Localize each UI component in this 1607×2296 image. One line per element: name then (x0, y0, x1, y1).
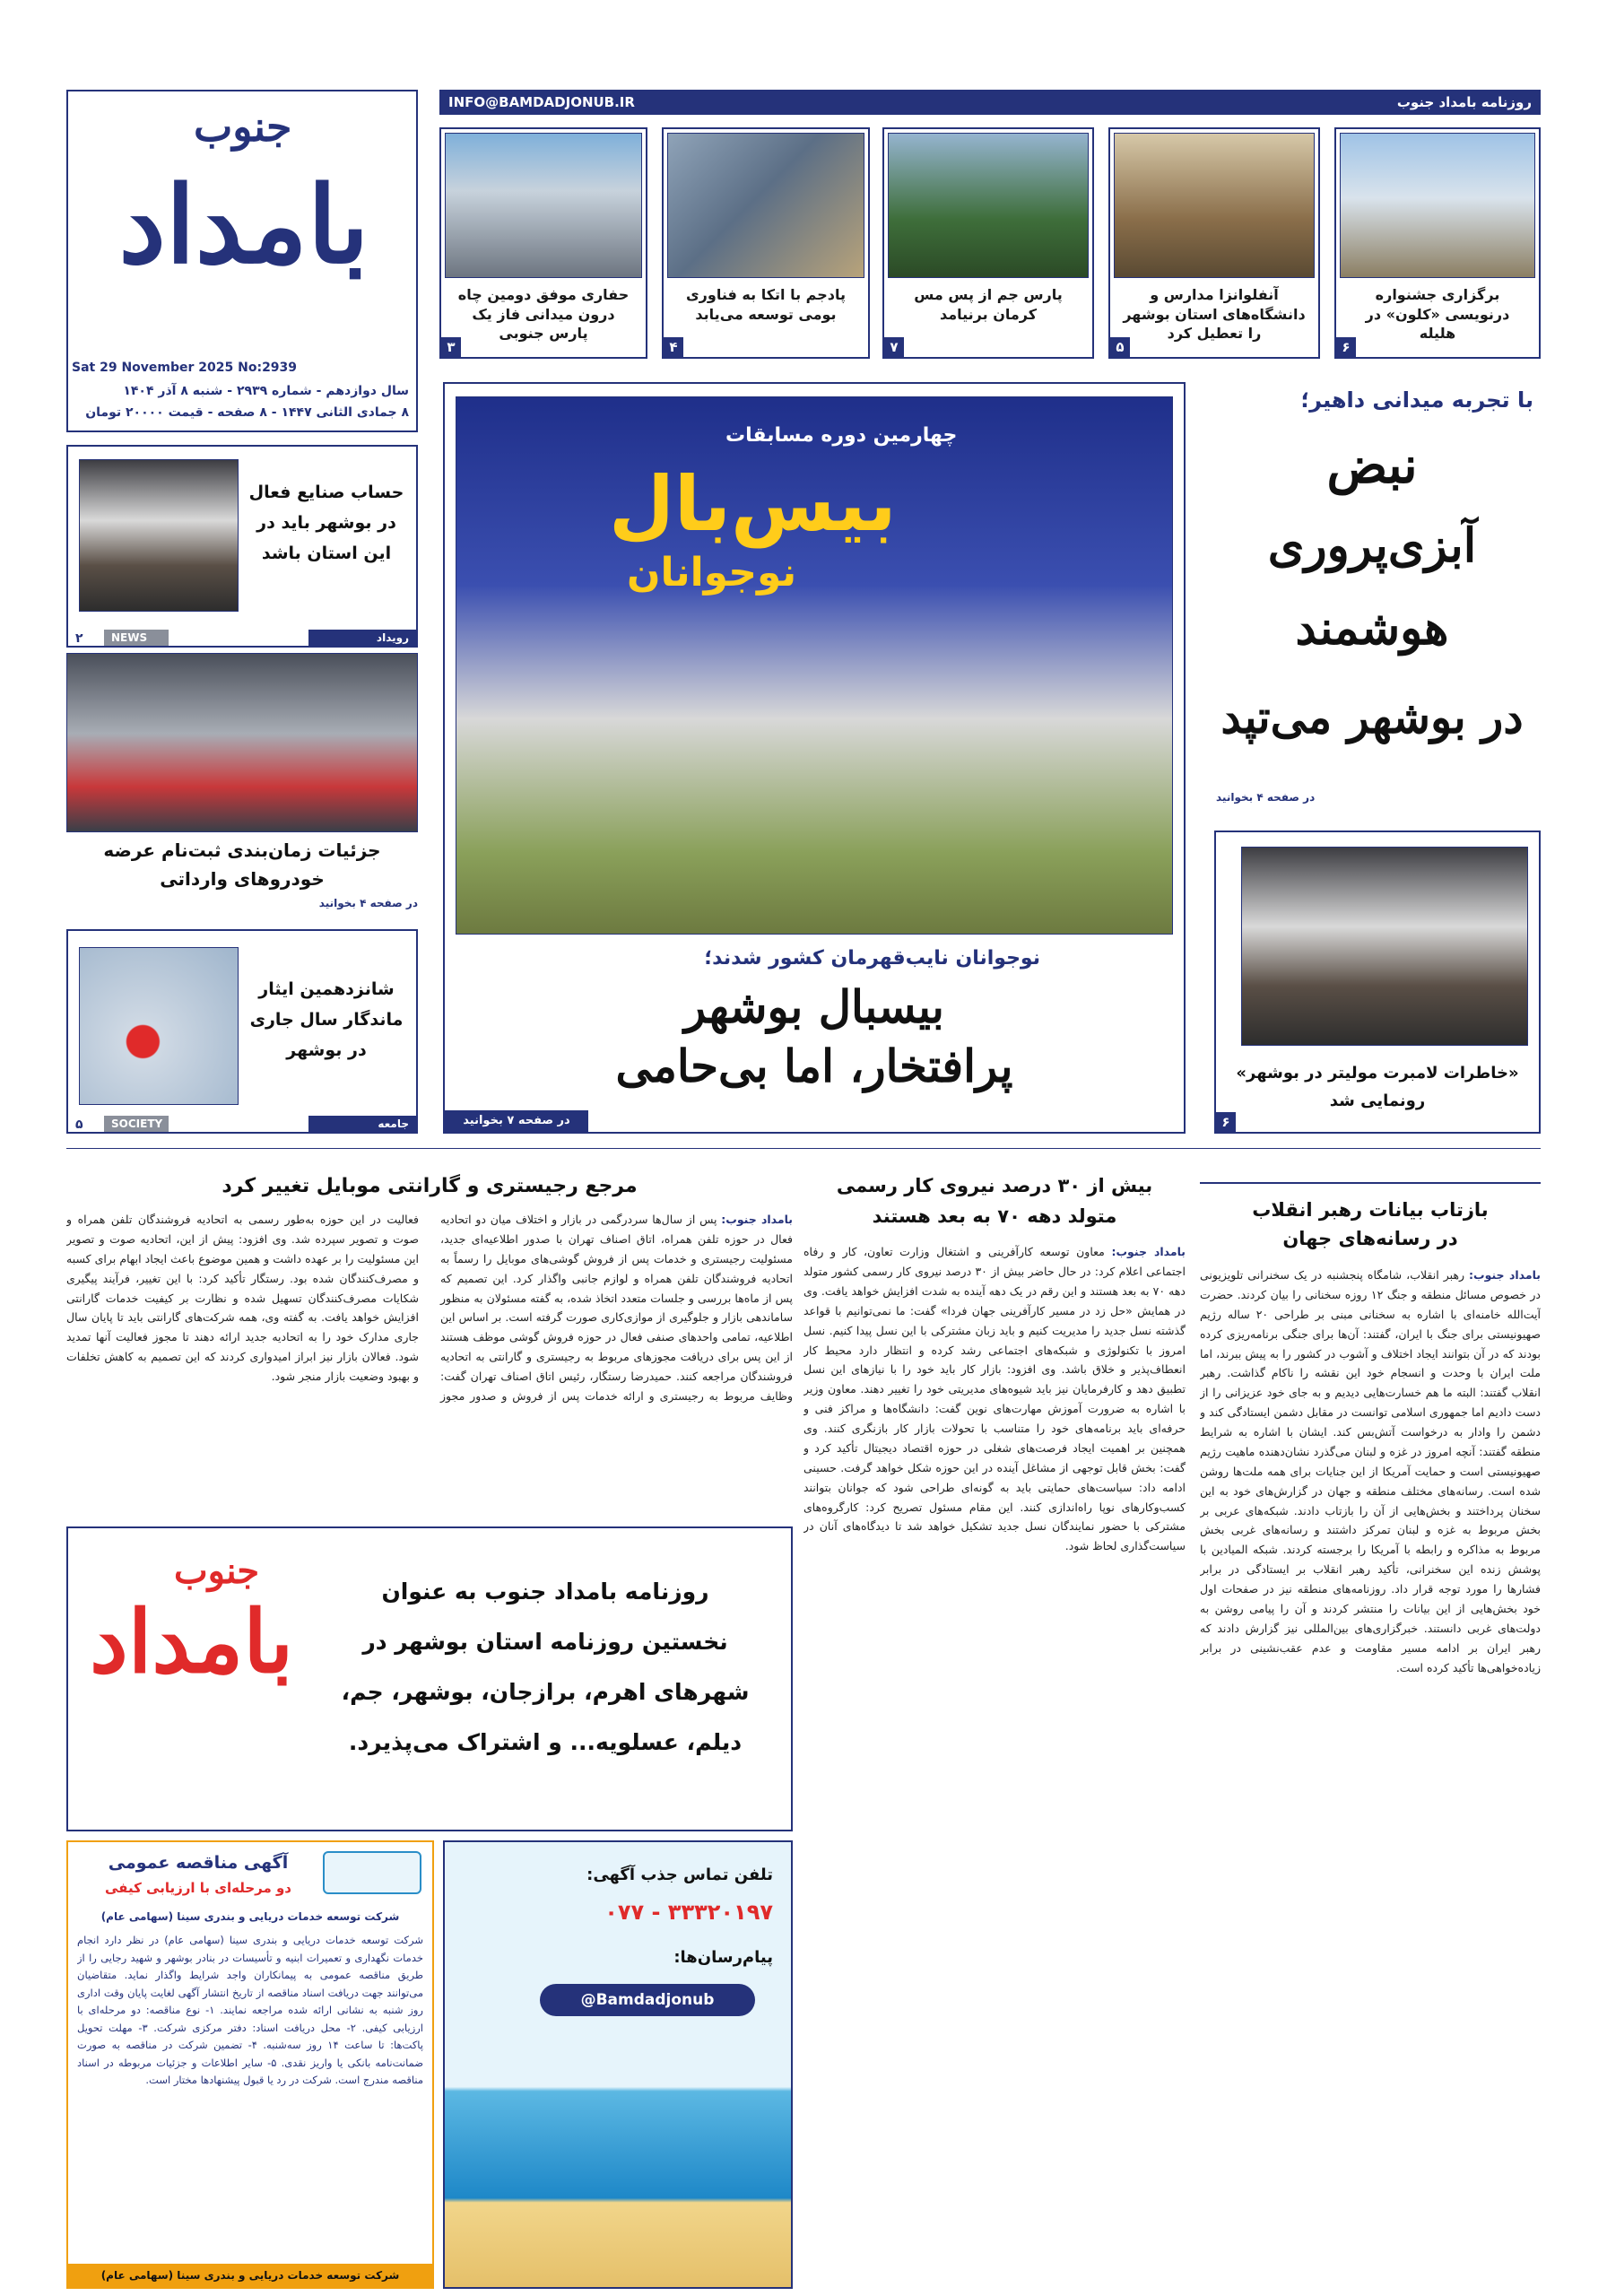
lead-kicker: نوجوانان نایب‌قهرمان کشور شدند؛ (704, 947, 1040, 970)
left-news-2-read[interactable]: در صفحه ۴ بخوانید (318, 897, 418, 909)
left-news-3-tag-en: SOCIETY (104, 1116, 169, 1132)
article-3-text: پس از سال‌ها سردرگمی در بازار و اختلاف میان دو اتحادیه فعال در حوزه تلفن همراه، اتاق اصناف تهران با صدور اطلاعیه‌ای جدید، مسئولیت رجیستری و خدمات پس از فروش گوشی‌های موبایل را رسماً به اتحادیه فروشندگان تلفن همراه و لوازم جانبی واگذار کرد. این تصمیم که پس از ماه‌ها بررسی و جلسات متعدد اتخاذ شده، به گفته مسئولان به منظور ساماندهی بازار و جلوگیری از موازی‌کاری صورت گرفته است. بر اساس این اطلاعیه، تمامی واحدهای صنفی فعال در حوزه فروش گوشی موظف هستند از این پس برای دریافت مجوزهای مربوط به رجیستری و گارانتی به اتحادیه فروشندگان مراجعه کنند. حمیدرضا رستگار، رئیس اتاق اصناف تهران گفت: وظایف مربوط به رجیستری و ارائه خدمات پس از فروش و صدور مجوز فعالیت در این حوزه به‌طور رسمی به اتحادیه فروشندگان تلفن همراه و صوت و تصویر سپرده شد. وی افزود: پیش از این، اتحادیه صوت و تصویر این مسئولیت را بر عهده داشت و همین موضوع باعث ایجاد ابهام برای کسبه و مصرف‌کنندگان شده بود. رستگار تأکید کرد: با این تغییر، فرآیند پیگیری شکایات مصرف‌کنندگان تسهیل شده و نظارت بر کیفیت خدمات گارانتی افزایش خواهد یافت. به گفته وی، همه شرکت‌های گارانتی باید تا پایان سال جاری مدارک خود را به اتحادیه جدید ارائه دهند تا مجوز فعالیت آنها تمدید شود. فعالان بازار نیز ابراز امیدواری کردند که این تصمیم به کاهش تخلفات و بهبود وضعیت بازار منجر شود. (66, 1213, 793, 1403)
teaser-caption-5: حفاری موفق دومین چاه درون میدانی فاز یک پارس جنوبی (457, 286, 630, 343)
right-headline-3: هوشمند (1295, 601, 1449, 656)
banner-small-text: چهارمین دوره مسابقات (725, 424, 958, 447)
left-news-3-photo (79, 947, 239, 1105)
issue-line-2: ۸ جمادی الثانی ۱۴۴۷ - ۸ صفحه - قیمت ۲۰۰۰۰ تومان (85, 405, 409, 420)
teaser-card-3[interactable] (882, 127, 1094, 359)
right-story-2-title: «خاطرات لامبرت مولیتر در بوشهر» رونمایی شد (1236, 1064, 1519, 1110)
promo-line-3: شهرهای اهرم، برازجان، بوشهر، جم، (341, 1679, 750, 1705)
banner-sub-text: نوجوانان (627, 550, 797, 596)
lead-headline-1: بیسبال بوشهر (684, 980, 944, 1033)
article-1-body (1200, 1265, 1541, 2216)
article-3 (66, 1171, 793, 1512)
ad-contact-handle[interactable]: @Bamdadjonub (540, 1984, 755, 2016)
article-3-body (66, 1210, 793, 1524)
right-kicker: با تجربه میدانی داهیر؛ (1300, 387, 1533, 413)
banner-big-text: بیس‌بال (609, 460, 897, 548)
lead-photo (456, 396, 1173, 935)
article-2-lead: بامداد جنوب: (1111, 1245, 1186, 1259)
top-bar (439, 90, 1541, 115)
tender-logo (323, 1851, 421, 1894)
article-2-title: بیش از ۳۰ درصد نیروی کار رسمی متولد دهه ۷۰ به بعد هستند (836, 1175, 1153, 1227)
teaser-card-5[interactable] (439, 127, 647, 359)
right-headline-1: نبض (1326, 436, 1418, 495)
lead-headline-2: پرافتخار، اما بی‌حامی (615, 1039, 1013, 1092)
tender-subtitle: دو مرحله‌ای با ارزیابی کیفی (104, 1880, 291, 1896)
ad-contact-phone[interactable]: ۰۷۷ - ۳۳۳۲۰۱۹۷ (604, 1900, 773, 1925)
right-story-2[interactable] (1214, 831, 1541, 1134)
lead-story[interactable] (443, 382, 1186, 1134)
teaser-page-4: ۴ (664, 337, 683, 357)
promo-logo-sub: جنوب (174, 1550, 260, 1592)
article-2-text: معاون توسعه کارآفرینی و اشتغال وزارت تعاون، کار و رفاه اجتماعی اعلام کرد: در حال حاضر بیش از ۳۰ درصد نیروی کار رسمی کشور متولد دهه ۷۰ به بعد هستند و این رقم در یک دهه آینده به شدت افزایش خواهد یافت. وی در همایش «حل زد در مسیر کارآفرینی جهان فردا» گفت: ما نمی‌توانیم با قواعد گذشته نسل جدید را مدیریت کنیم و باید زبان مشترکی با این نسل پیدا کنیم. نسل امروز با تکنولوژی و شبکه‌های اجتماعی رشد کرده و انتظار دارد محیط کار انعطاف‌پذیر و خلاق باشد. وی افزود: بازار کار باید خود را با نیازهای این نسل تطبیق دهد و کارفرمایان نیز باید شیوه‌های مدیریتی خود را تغییر دهند. معاون وزیر با اشاره به ضرورت آموزش مهارت‌های نوین گفت: دانشگاه‌ها و مراکز فنی و حرفه‌ای باید برنامه‌های خود را متناسب با تحولات بازار کار بازنگری کنند. وی همچنین بر اهمیت ایجاد فرصت‌های شغلی در حوزه اقتصاد دیجیتال تأکید کرد و گفت: بخش قابل توجهی از مشاغل آینده در این حوزه شکل خواهد گرفت. حسینی ادامه داد: سیاست‌های حمایتی باید به گونه‌ای طراحی شود که جوانان بتوانند کسب‌وکارهای نوپا راه‌اندازی کنند. این مقام مسئول تصریح کرد: کارگروه‌های مشترکی با حضور نمایندگان نسل جدید تشکیل خواهد شد تا دیدگاه‌های آنان در سیاست‌گذاری لحاظ شود. (804, 1245, 1186, 1553)
left-news-3-title: شانزدهمین ایثار ماندگار سال جاری در بوشهر (249, 979, 404, 1061)
left-news-3-tag: جامعه (308, 1116, 416, 1132)
right-story-2-page: ۶ (1216, 1112, 1236, 1132)
article-3-title: مرجع رجیستری و گارانتی موبایل تغییر کرد (222, 1175, 638, 1197)
promo-line-4: دیلم، عسلویه... و اشتراک می‌پذیرد. (348, 1729, 743, 1755)
tender-company: شرکت توسعه خدمات دریایی و بندری سینا (سهامی عام) (100, 1910, 400, 1923)
teaser-caption-1: برگزاری جشنواره درنویسی «کلون» در هلیله (1365, 286, 1510, 343)
article-2-body (804, 1242, 1186, 2296)
promo-line-1: روزنامه بامداد جنوب به عنوان (381, 1578, 709, 1605)
teaser-page-2: ۵ (1110, 337, 1130, 357)
tender-title: آگهی مناقصه عمومی (108, 1853, 289, 1873)
teaser-caption-3: پارس جم از پس مس کرمان برنیامد (914, 286, 1063, 323)
teaser-photo-4 (667, 133, 864, 278)
left-news-1[interactable] (66, 445, 418, 648)
section-divider (66, 1148, 1541, 1149)
article-2 (804, 1171, 1186, 2014)
left-news-2-photo (66, 653, 418, 832)
ad-contact-box[interactable] (443, 1840, 793, 2289)
left-news-3[interactable] (66, 929, 418, 1134)
left-news-1-tag: رویداد (308, 630, 416, 646)
teaser-caption-4: پادجم با اتکا به فناوری بومی توسعه می‌یابد (686, 286, 846, 323)
teaser-card-1[interactable] (1334, 127, 1541, 359)
tender-footer: شرکت توسعه خدمات دریایی و بندری سینا (سهامی عام) (68, 2264, 432, 2287)
logo-main: بامداد (118, 162, 369, 287)
right-story-2-photo (1241, 847, 1528, 1046)
teaser-page-1: ۶ (1336, 337, 1356, 357)
article-1-title: بازتاب بیانات رهبر انقلاب در رسانه‌های جهان (1252, 1199, 1489, 1249)
right-headline-4: در بوشهر می‌تپد (1220, 691, 1524, 744)
tagline: روزنامه بامداد جنوب (1396, 94, 1532, 110)
left-news-1-page: ۲ (75, 631, 83, 646)
promo-line-2: نخستین روزنامه استان بوشهر در (362, 1629, 728, 1655)
masthead-logo-box (66, 90, 418, 432)
left-news-2-title[interactable]: جزئیات زمان‌بندی ثبت‌نام عرضه خودروهای وارداتی (103, 839, 381, 890)
teaser-photo-1 (1340, 133, 1535, 278)
teaser-photo-2 (1114, 133, 1315, 278)
teaser-page-3: ۷ (884, 337, 904, 357)
right-headline-2: آبزی‌پروری (1267, 518, 1477, 573)
promo-box[interactable] (66, 1526, 793, 1831)
teaser-photo-5 (445, 133, 642, 278)
tender-body: شرکت توسعه خدمات دریایی و بندری سینا (سهامی عام) در نظر دارد انجام خدمات نگهداری و تعمیرات ابنیه و تأسیسات در بنادر بوشهر و شهید رجایی را از طریق مناقصه عمومی به پیمانکاران واجد شرایط واگذار نماید. متقاضیان می‌توانند جهت دریافت اسناد مناقصه از تاریخ انتشار آگهی لغایت پایان وقت اداری روز شنبه به نشانی ارائه شده مراجعه نمایند. ۱- نوع مناقصه: دو مرحله‌ای با ارزیابی کیفی. ۲- محل دریافت اسناد: دفتر مرکزی شرکت. ۳- مهلت تحویل پاکت‌ها: تا ساعت ۱۴ روز سه‌شنبه. ۴- تضمین شرکت در مناقصه به صورت ضمانت‌نامه بانکی یا واریز نقدی. ۵- سایر اطلاعات و جزئیات مربوطه در اسناد مناقصه مندرج است. شرکت در رد یا قبول پیشنهادها مختار است. (77, 1934, 423, 2087)
left-news-1-tag-en: NEWS (104, 630, 169, 646)
teaser-photo-3 (888, 133, 1089, 278)
article-1-lead: بامداد جنوب: (1469, 1268, 1541, 1282)
promo-logo-main: بامداد (90, 1591, 294, 1692)
issue-line-1: سال دوازدهم - شماره ۲۹۳۹ - شنبه ۸ آذر ۱۴۰۴ (123, 384, 409, 398)
teaser-card-2[interactable] (1108, 127, 1320, 359)
lead-read[interactable]: در صفحه ۷ بخوانید (445, 1110, 588, 1132)
teaser-caption-2: آنفلوانزا مدارس و دانشگاه‌های استان بوشهر را تعطیل کرد (1123, 286, 1306, 343)
teaser-page-5: ۳ (441, 337, 461, 357)
ad-contact-label: تلفن تماس جذب آگهی: (586, 1866, 773, 1884)
date-english: Sat 29 November 2025 No:2939 (72, 361, 298, 375)
article-1 (1200, 1182, 1541, 2296)
right-read[interactable]: در صفحه ۴ بخوانید (1216, 791, 1316, 804)
article-1-text: رهبر انقلاب، شامگاه پنجشنبه در یک سخنرانی تلویزیونی در خصوص مسائل منطقه و جنگ ۱۲ روزه سخنانی را بیان کردند. حضرت آیت‌الله خامنه‌ای با اشاره به سخنانی مبنی بر طراحی ۲۰ ساله رژیم صهیونیستی برای جنگ با ایران، گفتند: آن‌ها برای جنگی برنامه‌ریزی کرده بودند که در آن بتوانند ایجاد اختلاف و آشوب در کشور را به پیش ببرند، اما ملت ایران با وحدت و انسجام خود این نقشه را ناکام گذاشت. رهبر انقلاب گفتند: البته ما هم خسارت‌هایی دیدیم و به جای خود عزیزانی را از دست دادیم اما جمهوری اسلامی توانست در مقابل دشمن ایستادگی کند و دشمن را وادار به درخواست آتش‌بس کند. ایشان با اشاره به شرایط منطقه گفتند: آنچه امروز در غزه و لبنان می‌گذرد نشان‌دهنده ماهیت رژیم صهیونیستی است و حمایت آمریکا از این جنایات برای همه ملت‌ها روشن شده است. رسانه‌های مختلف منطقه و جهان در گزارش‌های خود به این سخنان پرداختند و بخش‌هایی از آن را بازتاب دادند. شبکه‌های عربی بر بخش مربوط به غزه و لبنان تمرکز داشتند و رسانه‌های غربی بخش مربوط به مذاکره و رابطه با آمریکا را برجسته کردند. شبکه المیادین با پوشش زنده این سخنرانی، تأکید رهبر انقلاب بر ایستادگی در برابر فشارها را مورد توجه قرار داد. روزنامه‌های منطقه نیز در صفحات اول خود بخش‌هایی از این بیانات را منتشر کردند و آن را پیامی روشن به دولت‌های غربی دانستند. خبرگزاری‌های بین‌المللی نیز گزارش دادند که رهبر ایران بر ادامه مسیر مقاومت و عدم عقب‌نشینی در برابر زیاده‌خواهی‌ها تأکید کرده است. (1200, 1268, 1541, 1674)
left-news-3-page: ۵ (75, 1118, 83, 1132)
article-3-lead: بامداد جنوب: (721, 1213, 793, 1226)
teaser-card-4[interactable] (662, 127, 870, 359)
logo-sub: جنوب (194, 102, 292, 151)
ad-contact-msg-label: پیام‌رسان‌ها: (673, 1948, 773, 1967)
site-email[interactable]: INFO@BAMDADJONUB.IR (448, 94, 635, 110)
tender-box[interactable] (66, 1840, 434, 2289)
left-news-1-title: حساب صنایع فعال در بوشهر باید در این استان باشد (248, 483, 404, 564)
article-1-rule (1200, 1182, 1541, 1184)
left-news-1-photo (79, 459, 239, 612)
